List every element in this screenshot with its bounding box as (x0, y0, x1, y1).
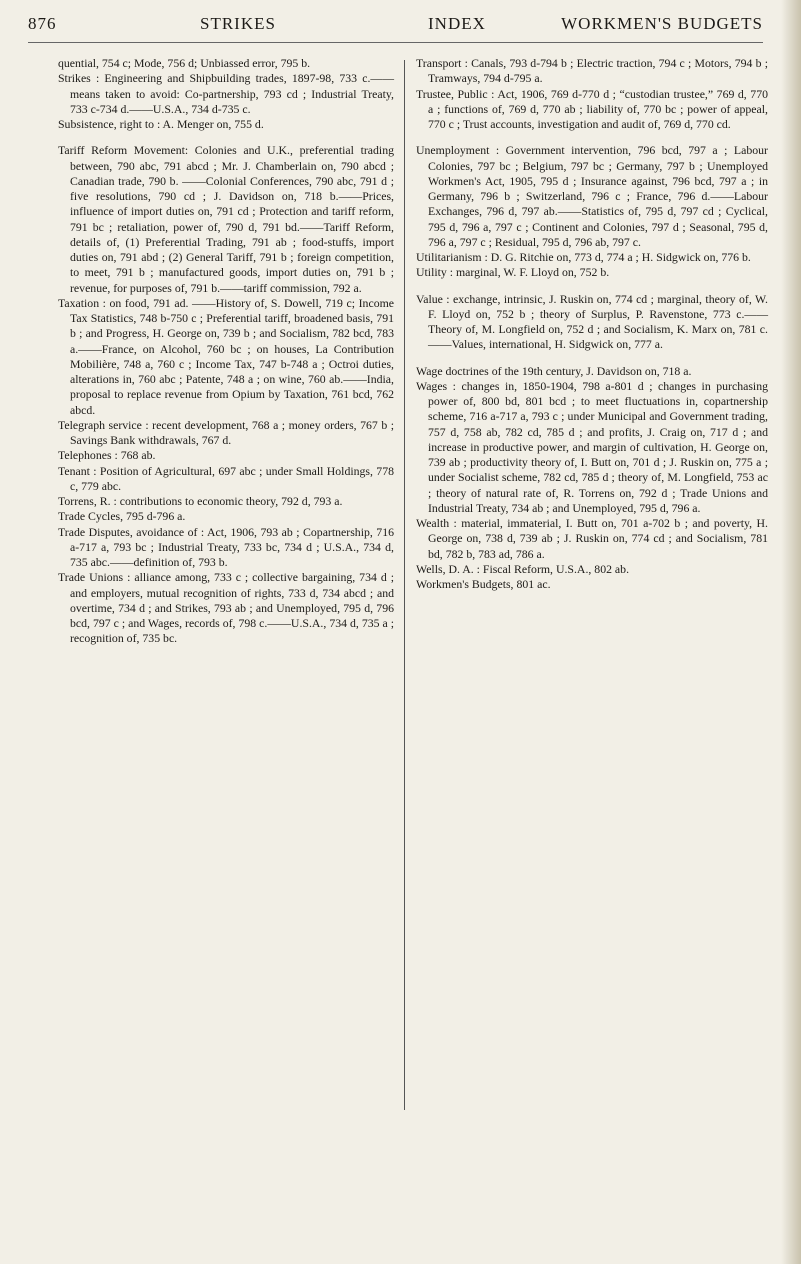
index-entry-trade-unions: Trade Unions : alliance among, 733 c ; collective bargaining, 734 d ; and employers, mutual recognition of rights, 733 d, 734 abcd ; and overtime, 734 d ; and Strikes, 793 ab ; and Unemployed, 795 d, 796 bcd, 797 c ; and Wages, records of, 798 c.——U.S.A., 734 d, 735 a ; recognition of, 735 bc. (58, 570, 394, 646)
index-entry-trustee-public: Trustee, Public : Act, 1906, 769 d-770 d ; “custodian trustee,” 769 d, 770 a ; functions of, 769 d, 770 ab ; liability of, 770 bc ; power of appeal, 770 c ; Trust accounts, investigation and audit of, 769 d, 770 cd. (416, 86, 768, 131)
page-edge-shadow (781, 0, 801, 1264)
index-entry-unemployment: Unemployment : Government intervention, 796 bcd, 797 a ; Labour Colonies, 797 bc ; Belgium, 797 bc ; Germany, 797 b ; Unemployed Workmen's Act, 1905, 795 d ; Insurance against, 796 bcd, 797 a ; in Germany, 796 b ; Switzerland, 796 c ; France, 796 d.——Labour Exchanges, 796 d, 797 ab.——Statistics of, 795 d, 797 cd ; Cyclical, 795 d, 796 a, 797 c ; Continent and Colonies, 797 d ; Seasonal, 795 d, 796 a, 797 c ; Residual, 795 d, 796 ab, 797 c. (416, 143, 768, 249)
index-entry-telephones: Telephones : 768 ab. (58, 448, 156, 463)
index-entry-torrens: Torrens, R. : contributions to economic theory, 792 d, 793 a. (58, 494, 343, 508)
left-index-column (58, 56, 394, 647)
header-rule (28, 42, 763, 43)
index-entry-telegraph: Telegraph service : recent development, 768 a ; money orders, 767 b ; Savings Bank withdrawals, 767 d. (58, 417, 394, 447)
center-running-title: INDEX (428, 14, 486, 33)
index-entry-trade-disputes: Trade Disputes, avoidance of : Act, 1906, 793 ab ; Copartnership, 716 a-717 a, 793 bc ; Industrial Treaty, 733 bc, 734 d ; U.S.A., 734 d, 735 abc.——definition of, 793 b. (58, 524, 394, 569)
index-entry-trade-cycles: Trade Cycles, 795 d-796 a. (58, 509, 186, 524)
index-entry-taxation: Taxation : on food, 791 ad. ——History of, S. Dowell, 719 c; Income Tax Statistics, 748 b-750 c ; Preferential tariff, broadened basis, 791 b ; and Progress, H. George on, 739 b ; and Socialism, 782 bcd, 783 a.——France, on Alcohol, 760 bc ; on houses, La Contribution Mobilière, 748 a, 760 c ; Income Tax, 747 b-748 a ; Octroi duties, alterations in, 760 abc ; Patente, 748 a ; on wine, 760 ab.——India, proposal to replace revenue from Opium by Taxation, 761 bcd, 762 abcd. (58, 295, 394, 417)
index-entry-wages: Wages : changes in, 1850-1904, 798 a-801 d ; changes in purchasing power of, 800 bd, 801 bcd ; to meet fluctuations in, copartnership scheme, 716 a-717 a, 793 c ; under Municipal and Government trading, 757 d, 758 ab, 782 cd, 785 d ; and profits, J. Craig on, 717 d ; and increase in productive power, and margin of cultivation, H. George on, 739 ab ; productivity theory of, I. Butt on, 701 d ; J. Ruskin on, 775 a ; under Socialist scheme, 782 cd, 785 d ; theory of, M. Longfield, 753 ac ; theory of natural rate of, R. Torrens on, 792 d ; Trade Unions and Industrial Treaty, 734 ab ; and Unemployed, 795 d, 796 a. (416, 378, 768, 515)
left-running-title: STRIKES (200, 14, 276, 33)
index-entry-value: Value : exchange, intrinsic, J. Ruskin on, 774 cd ; marginal, theory of, W. F. Lloyd on, 752 b ; theory of Surplus, P. Ravenstone, 773 c.—— Theory of, M. Longfield on, 752 d ; and Socialism, K. Marx on, 781 c. ——Values, international, H. Sidgwick on, 777 a. (416, 291, 768, 352)
section-gap (416, 281, 768, 292)
index-entry-wealth: Wealth : material, immaterial, I. Butt on, 701 a-702 b ; and poverty, H. George on, 738 d, 739 ab ; J. Ruskin on, 774 cd ; and Socialism, 781 bd, 782 b, 783 ad, 786 a. (416, 516, 768, 561)
index-entry-strikes: Strikes : Engineering and Shipbuilding trades, 1897-98, 733 c.——means taken to avoid: Co-partnership, 793 cd ; Industrial Treaty, 733 c-734 d.——U.S.A., 734 d-735 c. (58, 71, 394, 116)
index-entry: quential, 754 c; Mode, 756 d; Unbiassed error, 795 b. (58, 56, 311, 70)
section-gap (416, 132, 768, 143)
index-entry-tariff-reform: Tariff Reform Movement: Colonies and U.K., preferential trading between, 790 abc, 791 abcd ; Mr. J. Chamberlain on, 790 abcd ; Canadian trade, 790 b. ——Colonial Conferences, 790 abc, 791 d ; five resolutions, 790 cd ; J. Davidson on, 718 b.——Prices, influence of import duties on, 791 cd ; Protection and tariff reform, 791 bc ; retaliation, power of, 790 d, 791 bd.——Tariff Reform, details of, (1) Preferential Trading, 791 ab ; food-stuffs, import duties on, 791 abd ; (2) General Tariff, 791 b ; foreign competition, to meet, 791 b ; manufactured goods, import duties on, 791 b ; revenue, for purposes of, 791 b.——tariff commission, 792 a. (58, 143, 394, 295)
index-entry-transport: Transport : Canals, 793 d-794 b ; Electric traction, 794 c ; Motors, 794 b ; Tramways, 794 d-795 a. (416, 56, 768, 86)
index-entry-utility: Utility : marginal, W. F. Lloyd on, 752 b. (416, 265, 610, 280)
section-gap (58, 132, 394, 143)
index-entry-utilitarianism: Utilitarianism : D. G. Ritchie on, 773 d, 774 a ; H. Sidgwick on, 776 b. (416, 250, 751, 264)
column-divider (404, 60, 405, 1110)
index-entry-wage-doctrines: Wage doctrines of the 19th century, J. Davidson on, 718 a. (416, 363, 692, 378)
page-header (28, 14, 763, 38)
index-entry-tenant: Tenant : Position of Agricultural, 697 abc ; under Small Holdings, 778 c, 779 abc. (58, 463, 394, 493)
index-entry-wells: Wells, D. A. : Fiscal Reform, U.S.A., 802 ab. (416, 561, 630, 576)
right-running-title: WORKMEN'S BUDGETS (561, 14, 763, 33)
page-number: 876 (28, 14, 57, 33)
right-index-column (416, 56, 768, 592)
index-entry-workmens-budgets: Workmen's Budgets, 801 ac. (416, 577, 551, 591)
index-entry-subsistence: Subsistence, right to : A. Menger on, 755 d. (58, 117, 264, 131)
section-gap (416, 353, 768, 364)
